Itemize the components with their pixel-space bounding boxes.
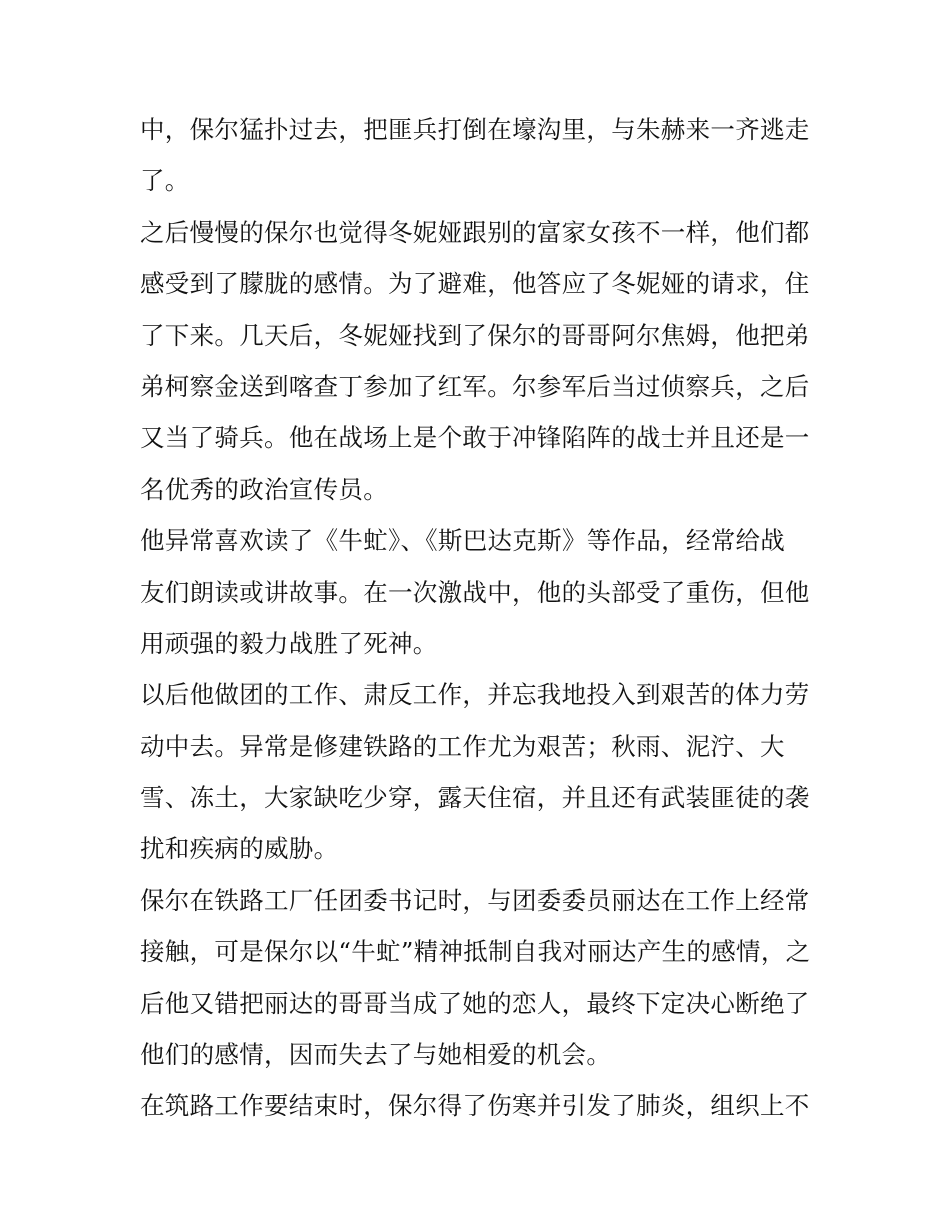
text-line: 了下来。几天后，冬妮娅找到了保尔的哥哥阿尔焦姆，他把弟 [140, 320, 810, 350]
text-line: 扰和疾病的威胁。 [140, 834, 339, 864]
text-line: 弟柯察金送到喀查丁参加了红军。尔参军后当过侦察兵，之后 [140, 371, 810, 401]
text-line: 又当了骑兵。他在战场上是个敢于冲锋陷阵的战士并且还是一 [140, 423, 810, 453]
text-line: 友们朗读或讲故事。在一次激战中，他的头部受了重伤，但他 [140, 577, 810, 607]
text-line: 中，保尔猛扑过去，把匪兵打倒在壕沟里，与朱赫来一齐逃走 [140, 115, 810, 144]
text-line: 他异常喜欢读了《牛虻》、《斯巴达克斯》等作品，经常给战 [140, 526, 786, 556]
text-line: 后他又错把丽达的哥哥当成了她的恋人，最终下定决心断绝了 [140, 988, 810, 1018]
text-line: 他们的感情，因而失去了与她相爱的机会。 [140, 1040, 612, 1070]
text-line: 保尔在铁路工厂任团委书记时，与团委委员丽达在工作上经常 [140, 885, 810, 915]
text-line: 之后慢慢的保尔也觉得冬妮娅跟别的富家女孩不一样，他们都 [140, 217, 810, 247]
text-line: 了。 [140, 166, 190, 196]
text-line: 雪、冻土，大家缺吃少穿，露天住宿，并且还有武装匪徒的袭 [140, 783, 810, 813]
text-line: 名优秀的政治宣传员。 [140, 474, 388, 504]
text-line: 感受到了朦胧的感情。为了避难，他答应了冬妮娅的请求，住 [140, 269, 810, 299]
text-line: 用顽强的毅力战胜了死神。 [140, 628, 438, 658]
text-line: 以后他做团的工作、肃反工作，并忘我地投入到艰苦的体力劳 [140, 680, 810, 710]
text-line: 动中去。异常是修建铁路的工作尤为艰苦；秋雨、泥泞、大 [140, 731, 785, 761]
document-body [140, 104, 812, 1132]
text-line: 接触，可是保尔以“牛虻”精神抵制自我对丽达产生的感情，之 [140, 937, 811, 967]
text-line: 在筑路工作要结束时，保尔得了伤寒并引发了肺炎，组织上不 [140, 1091, 810, 1121]
